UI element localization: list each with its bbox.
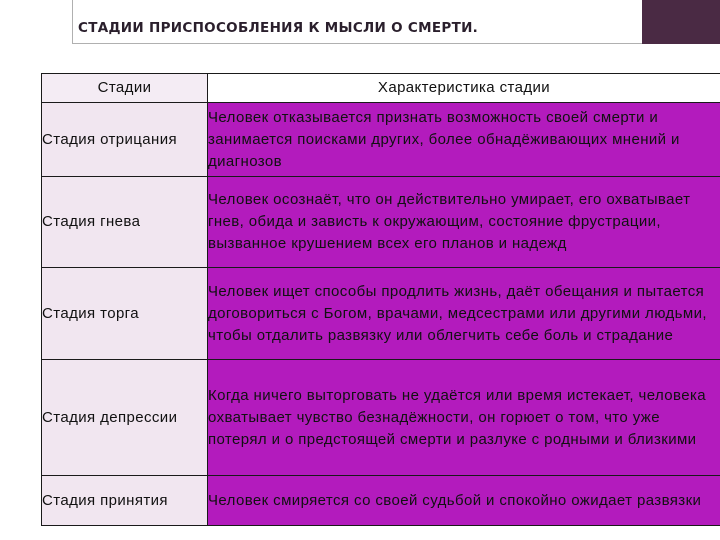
- table-row: [42, 177, 720, 268]
- slide-title: СТАДИИ ПРИСПОСОБЛЕНИЯ К МЫСЛИ О СМЕРТИ.: [78, 20, 479, 36]
- stages-table: [41, 73, 720, 526]
- table-header-row: [42, 74, 720, 103]
- stage-description: Человек ищет способы продлить жизнь, даёт обещания и пытается договориться с Богом, врачами, медсестрами или другими людьми, чтобы отдалить развязку или облегчить себе боль и страдание: [208, 268, 720, 360]
- stage-name: Стадия депрессии: [42, 360, 208, 476]
- table-row: [42, 268, 720, 360]
- table-row: [42, 360, 720, 476]
- stage-name: Стадия отрицания: [42, 103, 208, 177]
- corner-decoration: [642, 0, 720, 44]
- stage-description: Человек смиряется со своей судьбой и спокойно ожидает развязки: [208, 476, 720, 526]
- stage-name: Стадия гнева: [42, 177, 208, 268]
- header-stages: Стадии: [42, 74, 208, 103]
- table-row: [42, 476, 720, 526]
- stage-description: Когда ничего выторговать не удаётся или время истекает, человека охватывает чувство безнадёжности, он горюет о том, что уже потерял и о предстоящей смерти и разлуке с родными и близкими: [208, 360, 720, 476]
- stage-description: Человек осознаёт, что он действительно умирает, его охватывает гнев, обида и зависть к окружающим, состояние фрустрации, вызванное крушением всех его планов и надежд: [208, 177, 720, 268]
- stage-name: Стадия торга: [42, 268, 208, 360]
- stage-name: Стадия принятия: [42, 476, 208, 526]
- stage-description: Человек отказывается признать возможность своей смерти и занимается поисками других, более обнадёживающих мнений и диагнозов: [208, 103, 720, 177]
- table-row: [42, 103, 720, 177]
- header-characteristic: Характеристика стадии: [208, 74, 720, 103]
